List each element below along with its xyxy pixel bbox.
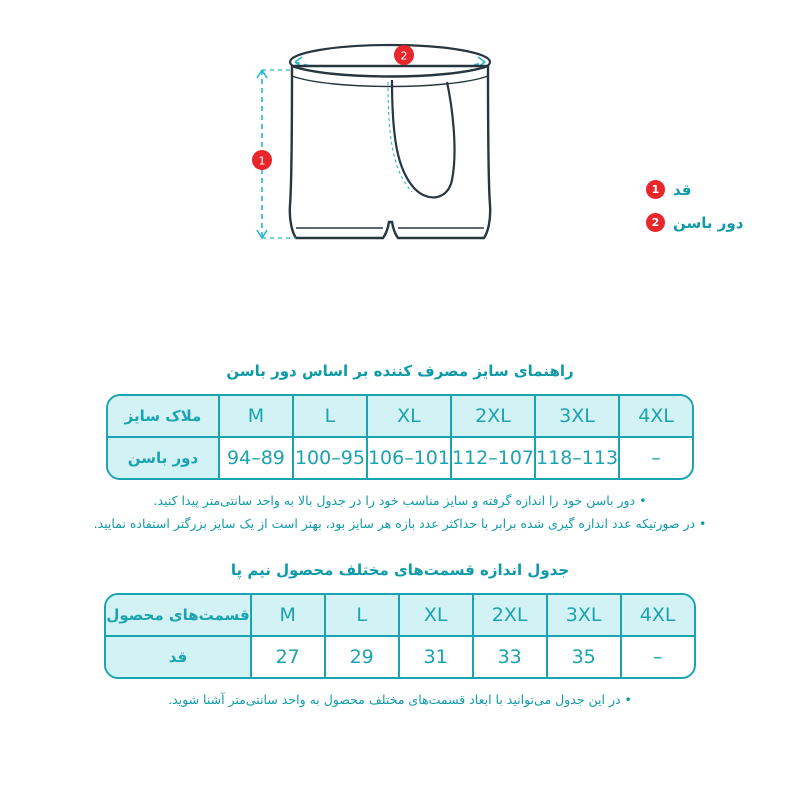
legend-item-2 <box>646 213 776 232</box>
header-cell-m: M <box>218 396 292 438</box>
cell-hip-4xl: – <box>618 438 692 478</box>
header-cell-3xl: 3XL <box>534 396 618 438</box>
header-cell-4xl: 4XL <box>618 396 692 438</box>
legend-label-1: قد <box>673 180 692 199</box>
product-dimensions-section <box>0 561 800 712</box>
boxer-illustration <box>0 0 800 340</box>
legend-label-2: دور باسن <box>673 213 744 232</box>
cell-length-4xl: – <box>620 637 694 677</box>
marker-1-label: 1 <box>258 154 266 168</box>
header-cell-xl: XL <box>366 396 450 438</box>
marker-2-label: 2 <box>400 49 408 63</box>
table-row <box>106 637 693 677</box>
cell-hip-3xl: 113–118 <box>534 438 618 478</box>
row-label-length: قد <box>106 637 249 677</box>
legend-item-1 <box>646 180 776 199</box>
cell-hip-2xl: 107–112 <box>450 438 534 478</box>
cell-hip-m: 89–94 <box>218 438 292 478</box>
note-line: • در صورتیکه عدد اندازه گیری شده برابر با حداکثر عدد بازه هر سایز بود، بهتر است از یک سایز بزرگتر استفاده نمایید. <box>93 515 707 531</box>
boxer-outline <box>290 66 490 238</box>
section-one-title: راهنمای سایز مصرف کننده بر اساس دور باسن <box>226 362 574 380</box>
note-line: • دور باسن خود را اندازه گرفته و سایز مناسب خود را در جدول بالا به واحد سانتی‌متر پیدا کنید. <box>153 493 647 508</box>
cell-hip-xl: 101–106 <box>366 438 450 478</box>
product-dimensions-table <box>104 593 695 679</box>
header-cell-2xl: 2XL <box>450 396 534 438</box>
header-cell-criterion: ملاک سایز <box>108 396 218 438</box>
diagram-legend <box>646 180 776 246</box>
section-two-title: جدول اندازه قسمت‌های مختلف محصول نیم پا <box>230 561 570 579</box>
cell-length-m: 27 <box>250 637 324 677</box>
header-cell-part: قسمت‌های محصول <box>106 595 249 637</box>
legend-marker-2-icon: 2 <box>646 213 665 232</box>
cell-length-l: 29 <box>324 637 398 677</box>
note-line: • در این جدول می‌توانید با ابعاد قسمت‌های مختلف محصول به واحد سانتی‌متر آشنا شوید. <box>168 692 632 707</box>
header-cell-2xl: 2XL <box>472 595 546 637</box>
consumer-size-table <box>106 394 694 480</box>
header-cell-xl: XL <box>398 595 472 637</box>
header-cell-l: L <box>292 396 366 438</box>
cell-hip-l: 95–100 <box>292 438 366 478</box>
consumer-size-section <box>0 362 800 535</box>
section-one-notes <box>0 490 800 535</box>
row-label-hip: دور باسن <box>108 438 218 478</box>
cell-length-2xl: 33 <box>472 637 546 677</box>
header-cell-m: M <box>250 595 324 637</box>
cell-length-3xl: 35 <box>546 637 620 677</box>
table-header-row <box>106 595 693 637</box>
size-guide-diagram <box>0 0 800 340</box>
header-cell-3xl: 3XL <box>546 595 620 637</box>
header-cell-4xl: 4XL <box>620 595 694 637</box>
cell-length-xl: 31 <box>398 637 472 677</box>
section-two-notes <box>0 689 800 712</box>
table-row <box>108 438 692 478</box>
table-header-row <box>108 396 692 438</box>
header-cell-l: L <box>324 595 398 637</box>
legend-marker-1-icon: 1 <box>646 180 665 199</box>
